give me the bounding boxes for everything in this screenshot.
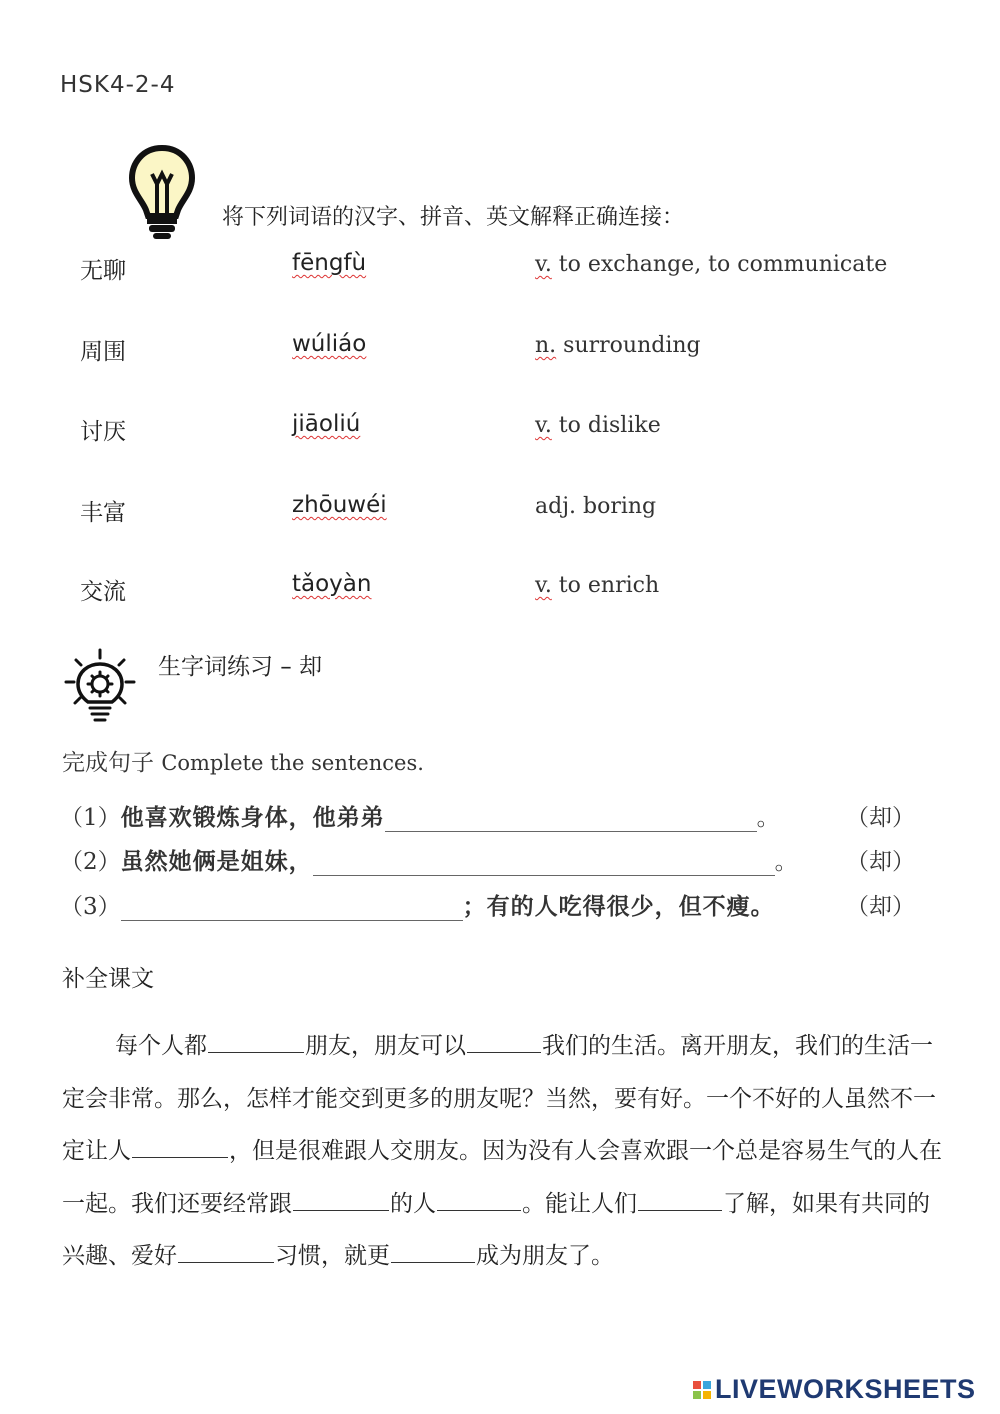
- passage-blank[interactable]: [638, 1186, 722, 1211]
- definition-text: boring: [576, 494, 657, 519]
- hanzi-word[interactable]: 讨厌: [80, 419, 126, 445]
- passage-blank[interactable]: [293, 1186, 389, 1211]
- hint-que: （却）: [846, 849, 915, 875]
- sentence-end: 。: [774, 849, 798, 875]
- sentence-text: 他喜欢锻炼身体，他弟弟: [120, 804, 385, 831]
- sentence-number: （2）: [60, 849, 121, 875]
- pinyin-word[interactable]: tǎoyàn: [292, 571, 372, 597]
- hint-que: （却）: [846, 805, 915, 831]
- passage-segment: 了解，如果有共同的兴趣、爱好: [62, 1190, 930, 1269]
- passage-segment: 习惯，就更: [275, 1243, 390, 1269]
- page-title: HSK4-2-4: [60, 72, 176, 98]
- english-definition[interactable]: [535, 573, 659, 598]
- pos-tag: adj.: [535, 494, 577, 519]
- passage-blank[interactable]: [132, 1133, 228, 1158]
- passage-blank[interactable]: [391, 1238, 475, 1263]
- english-definition[interactable]: [535, 333, 701, 358]
- heading-cn: 完成句子: [62, 750, 154, 776]
- passage-segment: 成为朋友了。: [476, 1243, 614, 1269]
- sentence-3: [60, 888, 775, 921]
- hanzi-word[interactable]: 周围: [80, 339, 126, 365]
- passage-blank[interactable]: [178, 1238, 274, 1263]
- sentence-1: [60, 799, 780, 832]
- definition-text: to exchange, to communicate: [551, 252, 888, 277]
- passage-blank[interactable]: [208, 1028, 304, 1053]
- english-definition[interactable]: [535, 413, 661, 438]
- hanzi-word[interactable]: 无聊: [80, 258, 126, 284]
- sentence-end: 。: [756, 805, 780, 831]
- definition-text: surrounding: [556, 333, 701, 358]
- passage-segment: 每个人都: [115, 1033, 207, 1059]
- english-definition[interactable]: [535, 494, 656, 519]
- sentence-2: [60, 843, 798, 876]
- sentence-text: 虽然她俩是姐妹，: [120, 848, 313, 875]
- pinyin-word[interactable]: fēngfù: [292, 250, 367, 276]
- heading-en: Complete the sentences.: [161, 751, 424, 775]
- passage-blank[interactable]: [437, 1186, 521, 1211]
- pinyin-word[interactable]: wúliáo: [292, 331, 367, 357]
- brand-text: LIVEWORKSHEETS: [715, 1374, 976, 1404]
- english-definition[interactable]: [535, 252, 887, 277]
- pos-tag: v.: [535, 573, 552, 598]
- passage-segment: 我们的生活。离开朋友，我们的生活一定会非常。那么，怎样才能交到更多的朋友呢？当然，要有好。一个不好的人虽然不一定让人: [62, 1033, 936, 1164]
- sentence-number: （1）: [60, 805, 121, 831]
- complete-sentences-heading: [62, 744, 424, 777]
- matching-instruction: 将下列词语的汉字、拼音、英文解释正确连接：: [222, 205, 685, 230]
- pos-tag: n.: [535, 333, 557, 358]
- passage-title: 补全课文: [62, 966, 154, 992]
- passage-segment: ，但是很难跟人交朋友。因为没有人会喜欢跟一个总是容易生气的人在一起。我们还要经常跟: [62, 1138, 942, 1217]
- idea-bulb-icon: [64, 648, 136, 724]
- hanzi-word[interactable]: 丰富: [80, 500, 126, 526]
- sentence-number: （3）: [60, 894, 121, 920]
- passage-text: [62, 1020, 952, 1283]
- hint-que: （却）: [846, 894, 915, 920]
- answer-blank[interactable]: [385, 809, 757, 832]
- passage-segment: 的人: [390, 1190, 436, 1217]
- pinyin-word[interactable]: jiāoliú: [292, 411, 361, 437]
- pos-tag: v.: [535, 413, 552, 438]
- hanzi-word[interactable]: 交流: [80, 579, 126, 605]
- pinyin-word[interactable]: zhōuwéi: [292, 492, 387, 518]
- practice-title: 生字词练习 – 却: [158, 654, 323, 680]
- answer-blank[interactable]: [121, 898, 463, 921]
- passage-segment: 。能让人们: [522, 1190, 637, 1217]
- sentence-text: ；有的人吃得很少，但不瘦。: [462, 893, 775, 920]
- definition-text: to dislike: [551, 413, 661, 438]
- answer-blank[interactable]: [313, 853, 775, 876]
- definition-text: to enrich: [551, 573, 660, 598]
- liveworksheets-logo[interactable]: [693, 1374, 976, 1405]
- light-bulb-icon: [126, 144, 198, 242]
- logo-mark-icon: [693, 1381, 711, 1399]
- passage-segment: 朋友，朋友可以: [305, 1033, 466, 1059]
- passage-blank[interactable]: [467, 1028, 541, 1053]
- pos-tag: v.: [535, 252, 552, 277]
